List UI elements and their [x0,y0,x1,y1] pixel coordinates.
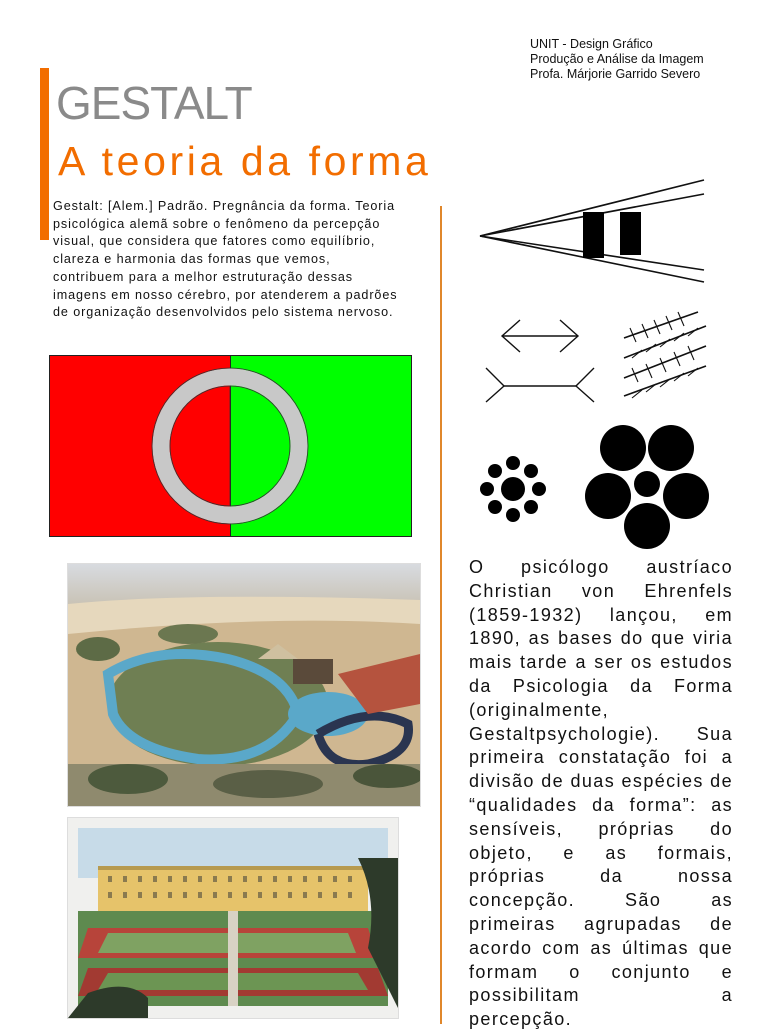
palace-garden-photo [67,817,399,1019]
body-paragraph [469,556,733,1032]
center-circle [501,477,525,501]
center-circle [634,471,660,497]
left-bar [583,212,604,258]
header-info [530,37,704,82]
intro-paragraph: Gestalt: [Alem.] Padrão. Pregnância da forma. Teoria psicológica alemã sobre o fenômeno da percepção visual, que considera que fatores como equilíbrio, clareza e harmonia das formas que vemos, contribuem para a melhor estruturação dessas imagens em nosso cérebro, por atenderem a padrões de organização desenvolvidos pelo sistema nervoso. [53,199,398,320]
header-line-course: UNIT - Design Gráfico [530,37,653,51]
accent-bar [40,68,49,240]
header-line-teacher: Profa. Márjorie Garrido Severo [530,67,701,81]
ponzo-illusion-figure [478,178,710,284]
water-park-photo [67,563,421,807]
body-text: O psicólogo austríaco Christian von Ehrenfels (1859-1932) lançou, em 1890, as bases do que viria mais tarde a ser os estudos da Psicologia da Forma (originalmente, Gestaltpsychologie). Sua primeira constatação foi a divisão de duas espécies de “qualidades da forma”: as sensíveis, próprias do objeto, e as formais, próprias da nossa concepção. São as primeiras agrupadas de acordo com as últimas que formam o conjunto e possibilitam a [469,557,733,1006]
column-divider [440,206,442,1024]
header-line-subject: Produção e Análise da Imagem [530,52,704,66]
page-subtitle: A teoria da forma [58,138,432,184]
page-title: GESTALT [56,77,252,129]
body-text-last-line: percepção. [469,1009,573,1030]
zollner-illusion-figure [620,310,710,402]
ebbinghaus-large-figure [584,424,710,550]
right-bar [620,212,641,255]
ring-contrast-figure [49,355,412,537]
ebbinghaus-small-figure [478,454,548,524]
muller-lyer-figure [484,318,596,406]
